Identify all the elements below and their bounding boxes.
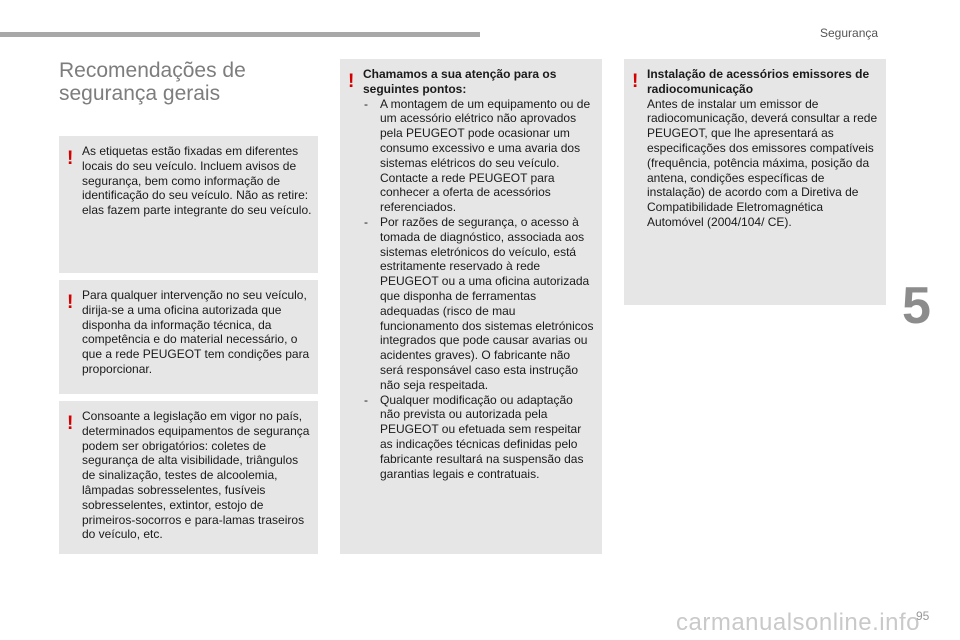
warning-text: Antes de instalar um emissor de radiocomunicação, deverá consultar a rede PEUGEOT, que lhe apresentará as especificações dos emissores compatíveis (frequência, potência máxima, posição da antena, condições específicas de instalação) de acordo com a Diretiva de Compatibilidade Eletromagnética Automóvel (2004/104/ CE). bbox=[647, 96, 878, 229]
section-name: Segurança bbox=[820, 26, 879, 40]
warning-title: Instalação de acessórios emissores de radiocomunicação bbox=[647, 67, 870, 96]
warning-box-service bbox=[59, 280, 318, 394]
warning-text: Consoante a legislação em vigor no país, determinados equipamentos de segurança podem ser obrigatórios: coletes de segurança de alta visibilidade, triângulos de sinalização, testes de alcoolemia, lâmpadas sobresselentes, fusíveis sobresselentes, extintor, estojo de primeiros-socorros e para-lamas traseiros do veículo, etc. bbox=[82, 409, 310, 542]
warning-box-attention bbox=[340, 59, 602, 554]
page-title-line-1: Recomendações de bbox=[59, 59, 246, 82]
warning-icon: ! bbox=[632, 71, 639, 92]
warning-list bbox=[363, 97, 596, 482]
warning-box-radio bbox=[624, 59, 886, 305]
warning-box-legal bbox=[59, 401, 318, 554]
page-title bbox=[59, 59, 329, 105]
page-number: 95 bbox=[916, 609, 930, 623]
list-item: - Por razões de segurança, o acesso à tomada de diagnóstico, associada aos sistemas eletrónicos do veículo, está estritamente reservado à rede PEUGEOT ou a uma oficina autorizada que disponha de ferramentas adequadas (risco de mau funcionamento dos sistemas eletrónicos integrados que pode causar avarias ou acidentes graves). O fabricante não será responsável caso esta instrução não seja respeitada. bbox=[363, 215, 596, 393]
watermark: carmanualsonline.info bbox=[676, 609, 920, 636]
warning-icon: ! bbox=[67, 413, 74, 434]
chapter-number: 5 bbox=[902, 277, 931, 335]
page-title-line-2: segurança gerais bbox=[59, 82, 221, 105]
warning-text: As etiquetas estão fixadas em diferentes locais do seu veículo. Incluem avisos de segurança, bem como informação de identificação do seu veículo. Não as retire: elas fazem parte integrante do seu veículo. bbox=[82, 144, 312, 218]
header-rule bbox=[0, 32, 480, 37]
warning-text: Para qualquer intervenção no seu veículo, dirija-se a uma oficina autorizada que disponha da informação técnica, da competência e do material necessário, o que a rede PEUGEOT tem condições para proporcionar. bbox=[82, 288, 310, 376]
list-item: - A montagem de um equipamento ou de um acessório elétrico não aprovados pela PEUGEOT pode ocasionar um consumo excessivo e uma avaria dos sistemas elétricos do seu veículo. Contacte a rede PEUGEOT para conhecer a oferta de acessórios referenciados. bbox=[363, 97, 596, 215]
list-item: - Qualquer modificação ou adaptação não prevista ou autorizada pela PEUGEOT ou efetuada sem respeitar as indicações técnicas definidas pelo fabricante resultará na suspensão das garantias legais e contratuais. bbox=[363, 393, 596, 482]
warning-icon: ! bbox=[348, 71, 355, 92]
warning-title: Chamamos a sua atenção para os seguintes pontos: bbox=[363, 67, 557, 96]
warning-icon: ! bbox=[67, 292, 74, 313]
warning-box-labels bbox=[59, 136, 318, 273]
warning-icon: ! bbox=[67, 148, 74, 169]
